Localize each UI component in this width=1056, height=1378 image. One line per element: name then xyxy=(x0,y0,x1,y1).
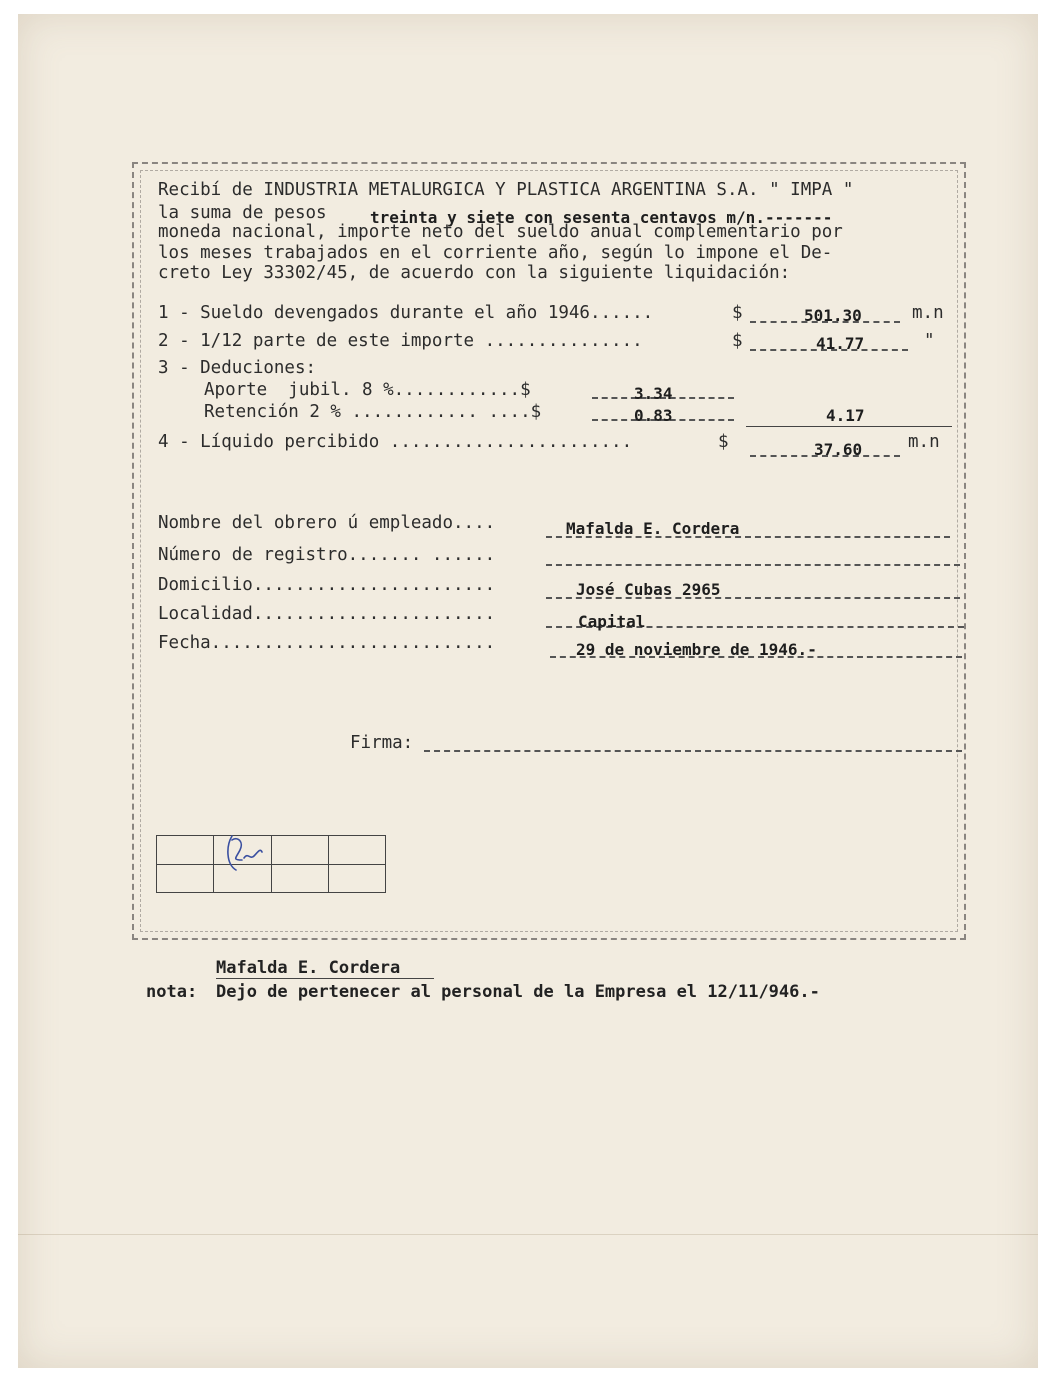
firma-line[interactable] xyxy=(424,750,962,752)
retencion-value: 0.83 xyxy=(634,406,673,425)
nombre-label: Nombre del obrero ú empleado.... xyxy=(158,513,496,533)
amount-in-words: treinta y siete con sesenta centavos m/n.------- xyxy=(370,208,833,227)
item-2-unit: " xyxy=(924,331,935,351)
item-4-currency: $ xyxy=(718,432,729,452)
localidad-label: Localidad....................... xyxy=(158,604,496,624)
retencion-label: Retención 2 % ............ ....$ xyxy=(204,402,542,422)
item-2-currency: $ xyxy=(732,331,743,351)
item-4-label: 4 - Líquido percibido ....................... xyxy=(158,432,633,452)
intro-line-1: Recibí de INDUSTRIA METALURGICA Y PLASTICA ARGENTINA S.A. " IMPA " xyxy=(158,180,854,200)
registro-label: Número de registro....... ...... xyxy=(158,545,496,565)
nombre-value: Mafalda E. Cordera xyxy=(566,519,740,538)
item-2-value: 41.77 xyxy=(816,334,865,353)
fecha-label: Fecha........................... xyxy=(158,633,496,653)
fecha-value: 29 de noviembre de 1946.- xyxy=(576,640,817,659)
item-4-unit: m.n xyxy=(908,432,940,452)
item-1-currency: $ xyxy=(732,303,743,323)
aporte-value: 3.34 xyxy=(634,384,673,403)
intro-line-2: la suma de pesos xyxy=(158,203,327,223)
handwritten-initials-mark xyxy=(222,830,264,874)
registro-line xyxy=(546,564,960,566)
item-1-label: 1 - Sueldo devengados durante el año 1946...... xyxy=(158,303,654,323)
item-2-label: 2 - 1/12 parte de este importe ............... xyxy=(158,331,643,351)
note-name: Mafalda E. Cordera xyxy=(216,958,401,978)
deducciones-total: 4.17 xyxy=(826,406,865,425)
control-grid xyxy=(156,835,386,893)
note-name-underline xyxy=(216,978,434,979)
intro-line-5: creto Ley 33302/45, de acuerdo con la siguiente liquidación: xyxy=(158,263,791,283)
note-label: nota: xyxy=(146,982,198,1002)
intro-line-4: los meses trabajados en el corriente año, según lo impone el De- xyxy=(158,243,833,263)
deducciones-total-line xyxy=(746,426,952,427)
aporte-label: Aporte jubil. 8 %............$ xyxy=(204,380,531,400)
intro-line-3: moneda nacional, importe neto del sueldo anual complementario por xyxy=(158,222,843,242)
note-text: Dejo de pertenecer al personal de la Empresa el 12/11/946.- xyxy=(216,982,820,1002)
firma-label: Firma: xyxy=(350,733,414,753)
item-4-value: 37.60 xyxy=(814,440,863,459)
item-1-value: 501.30 xyxy=(804,306,862,325)
paper-fold xyxy=(18,1234,1038,1235)
localidad-value: Capital xyxy=(578,612,646,631)
item-1-unit: m.n xyxy=(912,303,944,323)
domicilio-label: Domicilio....................... xyxy=(158,575,496,595)
domicilio-value: José Cubas 2965 xyxy=(576,580,721,599)
item-3-label: 3 - Deduciones: xyxy=(158,358,317,378)
